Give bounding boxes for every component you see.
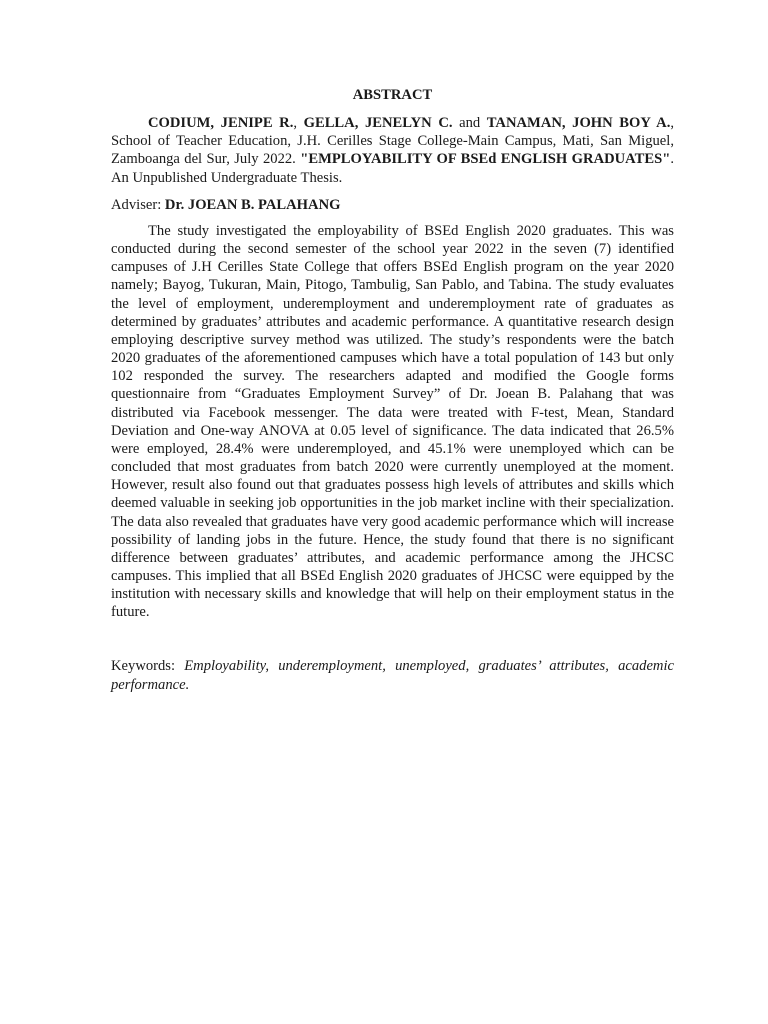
adviser-name: Dr. JOEAN B. PALAHANG bbox=[164, 196, 341, 213]
author-1: CODIUM, JENIPE R. bbox=[148, 115, 294, 131]
author-separator: , bbox=[293, 115, 304, 131]
adviser-line bbox=[111, 196, 674, 214]
abstract-body: The study investigated the employability of BSEd English 2020 graduates. This was conducted during the second semester of the school year 2022 in the seven (7) identified campuses of J.H Cerilles State College that offers BSEd English program on the year 2020 namely; Bayog, Tukuran, Main, Pitogo, Tambulig, San Pablo, and Tabina. The study evaluates the level of employment, underemployment and underemployment rate of graduates as determined by graduates’ attributes and academic performance. A quantitative research design employing descriptive survey method was utilized. The study’s respondents were the batch 2020 graduates of the aforementioned campuses which have a total population of 143 but only 102 responded the survey. The researchers adapted and modified the Google forms questionnaire from “Graduates Employment Survey” of Dr. Joean B. Palahang that was distributed via Facebook messenger. The data were treated with F-test, Mean, Standard Deviation and One-way ANOVA at 0.05 level of significance. The data indicated that 26.5% were employed, 28.4% were underemployed, and 45.1% were unemployed which can be concluded that most graduates from batch 2020 were currently unemployed at the moment. However, result also found out that graduates possess high levels of attributes and skills which deemed valuable in seeking job opportunities in the job market incline with their specialization. The data also revealed that graduates have very good academic performance which will increase possibility of landing jobs in the future. Hence, the study found that there is no significant difference between graduates’ attributes, and academic performance among the JHCSC campuses. This implied that all BSEd English 2020 graduates of JHCSC were equipped by the institution with necessary skills and knowledge that will help on their employment status in the future. bbox=[111, 223, 674, 621]
page-content bbox=[111, 86, 674, 694]
citation-paragraph bbox=[111, 114, 674, 187]
adviser-label: Adviser: bbox=[111, 196, 165, 213]
affiliation-text: , School of Teacher Education, J.H. Cerilles Stage College-Main Campus, Mati, San Miguel, Zamboanga del Sur, July 2022. bbox=[111, 115, 675, 168]
keywords-label: Keywords: bbox=[111, 658, 185, 675]
keywords-list: Employability, underemployment, unemployed, graduates’ attributes, academic performance. bbox=[111, 658, 674, 693]
abstract-heading: ABSTRACT bbox=[352, 87, 433, 103]
keywords-line bbox=[111, 657, 674, 693]
author-3: TANAMAN, JOHN BOY A. bbox=[486, 115, 671, 131]
author-conjunction: and bbox=[452, 115, 487, 131]
thesis-type: . An Unpublished Undergraduate Thesis. bbox=[111, 151, 674, 186]
author-2: GELLA, JENELYN C. bbox=[303, 115, 453, 131]
thesis-title: "EMPLOYABILITY OF BSEd ENGLISH GRADUATES" bbox=[300, 151, 671, 168]
